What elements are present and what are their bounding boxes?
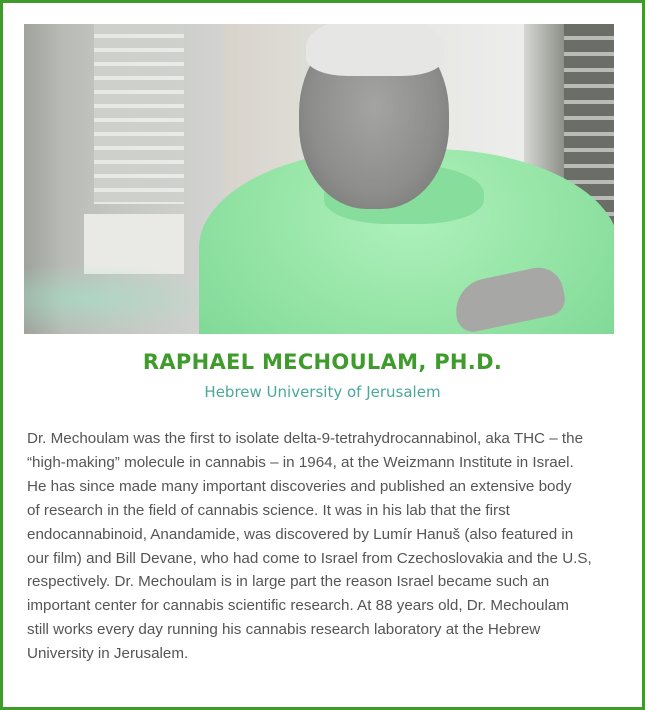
profile-name: RAPHAEL MECHOULAM, PH.D.	[142, 350, 503, 374]
photo-window-blinds-left	[94, 24, 184, 204]
bio-line: important center for cannabis scientific research. At 88 years old, Dr. Mechoulam	[27, 597, 569, 615]
cannabis-leaf-ornament-icon	[24, 264, 224, 334]
bio-line: endocannabinoid, Anandamide, was discovered by Lumír Hanuš (also featured in	[27, 525, 574, 543]
bio-line: Dr. Mechoulam was the first to isolate delta-9-tetrahydrocannabinol, aka THC – the	[27, 430, 584, 447]
profile-affiliation: Hebrew University of Jerusalem	[204, 383, 441, 401]
profile-photo	[24, 24, 614, 334]
photo-subject-hair	[306, 24, 444, 76]
bio-line: still works every day running his cannabis research laboratory at the Hebrew	[27, 621, 541, 639]
profile-bio	[27, 427, 627, 666]
bio-line: “high-making” molecule in cannabis – in 1964, at the Weizmann Institute in Israel.	[27, 453, 574, 471]
bio-line: He has since made many important discoveries and published an extensive body	[27, 477, 572, 495]
bio-line: respectively. Dr. Mechoulam is in large part the reason Israel became such an	[27, 573, 550, 591]
bio-line: University in Jerusalem.	[27, 645, 189, 663]
bio-line: of research in the field of cannabis science. It was in his lab that the first	[27, 501, 510, 519]
bio-line: our film) and Bill Devane, who had come to Israel from Czechoslovakia and the U.S,	[27, 549, 592, 567]
